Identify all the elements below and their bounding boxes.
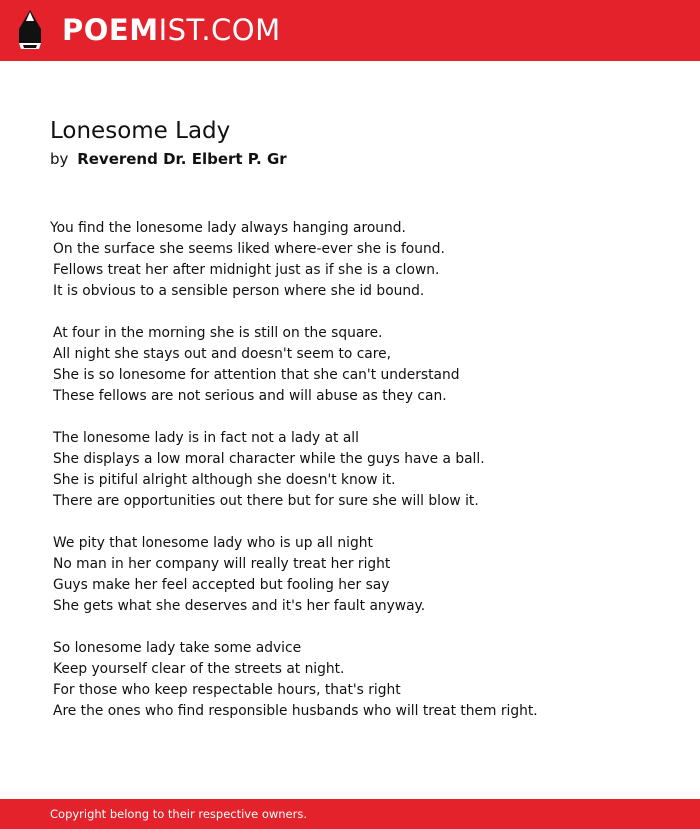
stanza-gap (50, 617, 670, 638)
stanza-gap (50, 512, 670, 533)
poem-line: We pity that lonesome lady who is up all night (53, 535, 373, 551)
stanza-gap (50, 407, 670, 428)
poem-line: Guys make her feel accepted but fooling her say (53, 577, 390, 593)
stanza (50, 638, 670, 722)
byline (50, 149, 287, 169)
stanza-gap (50, 302, 670, 323)
poem-line: All night she stays out and doesn't seem to care, (53, 346, 392, 362)
site-footer (0, 799, 700, 829)
pencil-logo-icon[interactable] (17, 9, 43, 51)
poem-line: At four in the morning she is still on the square. (53, 325, 383, 341)
brand-bold-part: POEM (62, 13, 159, 47)
poem-line: Fellows treat her after midnight just as if she is a clown. (53, 262, 440, 278)
by-label: by (50, 150, 69, 168)
poem-line: Are the ones who find responsible husbands who will treat them right. (53, 703, 538, 719)
site-header (0, 0, 700, 61)
poem-line: So lonesome lady take some advice (53, 640, 302, 656)
poem-line: You find the lonesome lady always hanging around. (50, 220, 406, 236)
poem-line: The lonesome lady is in fact not a lady at all (53, 430, 359, 446)
poem-line: There are opportunities out there but for sure she will blow it. (53, 493, 479, 509)
stanza (50, 428, 670, 512)
poem-line: No man in her company will really treat her right (53, 556, 391, 572)
poem-line: It is obvious to a sensible person where she id bound. (53, 283, 425, 299)
poem-line: She displays a low moral character while the guys have a ball. (53, 451, 485, 467)
stanza (50, 218, 670, 302)
poem-body (50, 218, 670, 722)
poem-line: She gets what she deserves and it's her fault anyway. (53, 598, 426, 614)
site-logo-text[interactable] (62, 13, 281, 47)
poem-line: For those who keep respectable hours, that's right (53, 682, 401, 698)
stanza (50, 323, 670, 407)
poem-line: Keep yourself clear of the streets at night. (53, 661, 345, 677)
copyright-text: Copyright belong to their respective owners. (50, 807, 308, 821)
author-name: Reverend Dr. Elbert P. Gr (77, 150, 287, 168)
brand-light-part: IST.COM (158, 13, 281, 47)
poem-line: She is pitiful alright although she doesn't know it. (53, 472, 396, 488)
poem-title: Lonesome Lady (50, 118, 231, 144)
poem-line: These fellows are not serious and will abuse as they can. (53, 388, 447, 404)
poem-line: She is so lonesome for attention that she can't understand (53, 367, 460, 383)
stanza (50, 533, 670, 617)
poem-line: On the surface she seems liked where-ever she is found. (53, 241, 445, 257)
